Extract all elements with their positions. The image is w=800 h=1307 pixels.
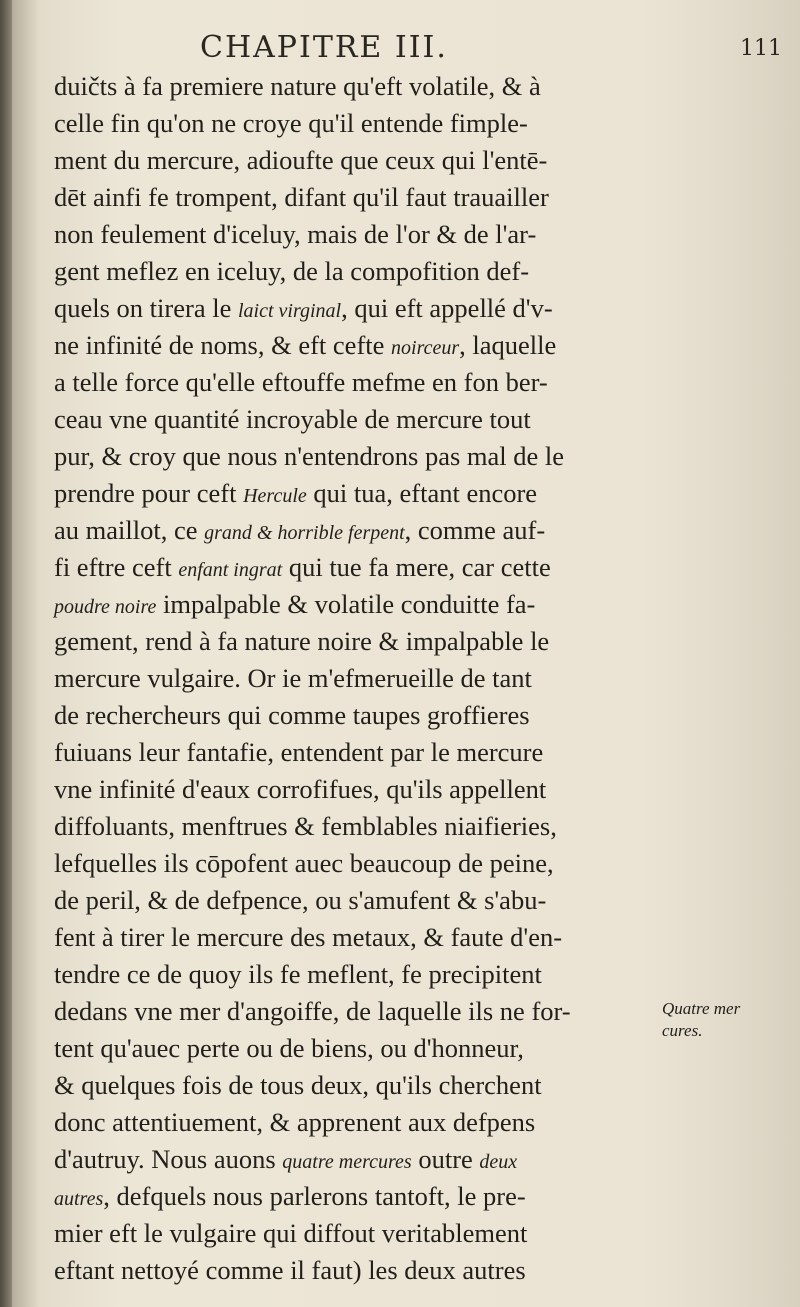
text-run: , laquelle xyxy=(459,330,557,360)
text-line xyxy=(54,1141,664,1178)
italic-text-run: Hercule xyxy=(243,485,307,507)
italic-text-run: quatre mercures xyxy=(282,1151,412,1173)
page-number: 111 xyxy=(740,36,782,61)
margin-note-line: cures. xyxy=(662,1021,703,1040)
text-run: mier eft le vulgaire qui diffout veritablement xyxy=(54,1218,528,1248)
text-line xyxy=(54,401,664,438)
text-run: de rechercheurs qui comme taupes groffieres xyxy=(54,700,530,730)
italic-text-run: grand & horrible ferpent xyxy=(204,522,405,544)
text-run: de peril, & de defpence, ou s'amufent & s'abu- xyxy=(54,885,547,915)
text-run: lefquelles ils cōpofent auec beaucoup de peine, xyxy=(54,848,554,878)
italic-text-run: noirceur xyxy=(391,337,460,359)
italic-text-run: laict virginal xyxy=(237,300,342,322)
text-line xyxy=(54,697,664,734)
margin-note-line: Quatre mer xyxy=(662,999,741,1018)
text-run: gement, rend à fa nature noire & impalpable le xyxy=(54,626,550,656)
text-line xyxy=(54,549,664,586)
text-run: fi eftre ceft xyxy=(54,552,179,582)
text-line xyxy=(54,475,664,512)
text-line xyxy=(54,586,664,623)
text-line xyxy=(54,734,664,771)
text-line xyxy=(54,1215,664,1252)
text-line xyxy=(54,1030,664,1067)
text-run: non feulement d'iceluy, mais de l'or & de l'ar- xyxy=(54,219,537,249)
text-line xyxy=(54,1252,664,1289)
text-line xyxy=(54,1104,664,1141)
text-line xyxy=(54,512,664,549)
text-run: , comme auf- xyxy=(404,515,546,545)
book-spine-shadow xyxy=(0,0,12,1307)
text-line xyxy=(54,142,664,179)
text-run: ceau vne quantité incroyable de mercure tout xyxy=(54,404,531,434)
text-line xyxy=(54,1067,664,1104)
chapter-heading: CHAPITRE III. xyxy=(200,30,448,65)
text-line xyxy=(54,882,664,919)
text-run: , defquels nous parlerons tantoft, le pre- xyxy=(103,1181,526,1211)
text-line xyxy=(54,660,664,697)
text-run: a telle force qu'elle eftouffe mefme en fon ber- xyxy=(54,367,548,397)
text-run: outre xyxy=(411,1144,480,1174)
text-line xyxy=(54,1178,664,1215)
text-run: dēt ainfi fe trompent, difant qu'il faut trauailler xyxy=(54,182,549,212)
text-run: dedans vne mer d'angoiffe, de laquelle ils ne for- xyxy=(54,996,571,1026)
text-run: duičts à fa premiere nature qu'eft volatile, & à xyxy=(54,71,541,101)
text-run: ne infinité de noms, & eft cefte xyxy=(54,330,392,360)
text-run: tent qu'auec perte ou de biens, ou d'honneur, xyxy=(54,1033,524,1063)
text-line xyxy=(54,216,664,253)
text-line xyxy=(54,68,664,105)
text-line xyxy=(54,179,664,216)
text-run: vne infinité d'eaux corrofifues, qu'ils appellent xyxy=(54,774,547,804)
text-line xyxy=(54,105,664,142)
italic-text-run: enfant ingrat xyxy=(178,559,283,581)
text-line xyxy=(54,808,664,845)
text-line xyxy=(54,956,664,993)
text-run: mercure vulgaire. Or ie m'efmerueille de tant xyxy=(54,663,532,693)
text-line xyxy=(54,253,664,290)
text-run: pur, & croy que nous n'entendrons pas mal de le xyxy=(54,441,565,471)
text-run: tendre ce de quoy ils fe meflent, fe precipitent xyxy=(54,959,542,989)
text-run: prendre pour ceft xyxy=(54,478,244,508)
text-line xyxy=(54,919,664,956)
text-run: , qui eft appellé d'v- xyxy=(341,293,553,323)
text-run: ment du mercure, adioufte que ceux qui l'entē- xyxy=(54,145,548,175)
text-line xyxy=(54,771,664,808)
text-line xyxy=(54,290,664,327)
text-run: & quelques fois de tous deux, qu'ils cherchent xyxy=(54,1070,542,1100)
text-run: au maillot, ce xyxy=(54,515,205,545)
text-run: qui tua, eftant encore xyxy=(306,478,538,508)
italic-text-run: deux xyxy=(479,1151,518,1173)
text-line xyxy=(54,993,664,1030)
text-line xyxy=(54,623,664,660)
text-run: eftant nettoyé comme il faut) les deux autres xyxy=(54,1255,526,1285)
text-run: diffoluants, menftrues & femblables niaifieries, xyxy=(54,811,557,841)
italic-text-run: autres xyxy=(54,1188,104,1210)
text-run: celle fin qu'on ne croye qu'il entende fimple- xyxy=(54,108,528,138)
text-run: fent à tirer le mercure des metaux, & faute d'en- xyxy=(54,922,563,952)
text-line xyxy=(54,327,664,364)
margin-note xyxy=(662,998,792,1042)
text-run: gent meflez en iceluy, de la compofition def- xyxy=(54,256,530,286)
text-run: donc attentiuement, & apprenent aux defpens xyxy=(54,1107,536,1137)
text-run: impalpable & volatile conduitte fa- xyxy=(156,589,536,619)
text-line xyxy=(54,438,664,475)
text-run: quels on tirera le xyxy=(54,293,238,323)
text-line xyxy=(54,845,664,882)
text-run: fuiuans leur fantafie, entendent par le mercure xyxy=(54,737,544,767)
body-text xyxy=(54,68,664,1289)
text-run: qui tue fa mere, car cette xyxy=(282,552,551,582)
text-run: d'autruy. Nous auons xyxy=(54,1144,283,1174)
italic-text-run: poudre noire xyxy=(54,596,157,618)
text-line xyxy=(54,364,664,401)
